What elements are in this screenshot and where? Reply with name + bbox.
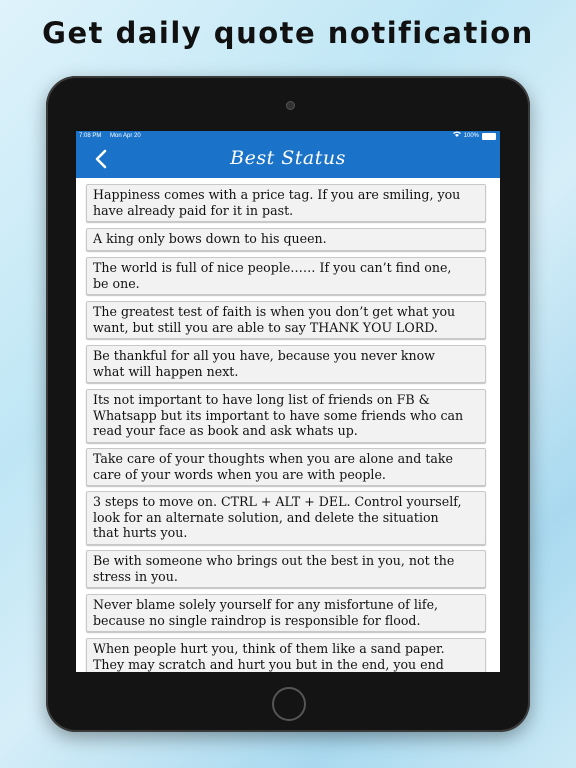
quote-card[interactable]: 3 steps to move on. CTRL + ALT + DEL. Control yourself, look for an alternate solution, and delete the situation that hurts you. <box>86 491 486 545</box>
quote-card[interactable]: Never blame solely yourself for any misfortune of life, because no single raindrop is responsible for flood. <box>86 594 486 632</box>
app-screen <box>76 131 500 672</box>
quote-card[interactable]: Be with someone who brings out the best in you, not the stress in you. <box>86 550 486 588</box>
status-time: 7:08 PM <box>79 133 102 139</box>
battery-percent: 100% <box>463 133 479 139</box>
tablet-frame <box>46 76 530 732</box>
status-bar <box>76 131 500 141</box>
quote-card[interactable]: Take care of your thoughts when you are alone and take care of your words when you are with people. <box>86 448 486 486</box>
camera-icon <box>286 101 295 110</box>
battery-icon <box>482 133 496 140</box>
quote-card[interactable]: When people hurt you, think of them like a sand paper. They may scratch and hurt you but in the end, you end <box>86 638 486 672</box>
status-date: Mon Apr 20 <box>110 133 141 139</box>
page-title: Best Status <box>230 147 346 169</box>
quote-card[interactable]: Its not important to have long list of friends on FB & Whatsapp but its important to have some friends who can read your face as book and ask whats up. <box>86 389 486 443</box>
quote-list[interactable] <box>76 178 500 672</box>
quote-card[interactable]: Be thankful for all you have, because you never know what will happen next. <box>86 345 486 383</box>
nav-bar <box>76 141 500 178</box>
home-button[interactable] <box>272 687 306 721</box>
quote-card[interactable]: Happiness comes with a price tag. If you are smiling, you have already paid for it in past. <box>86 184 486 222</box>
status-right <box>453 131 496 141</box>
promo-headline: Get daily quote notification <box>42 16 534 50</box>
wifi-icon <box>453 131 461 141</box>
quote-card[interactable]: The world is full of nice people…… If you can’t find one, be one. <box>86 257 486 295</box>
quote-card[interactable]: A king only bows down to his queen. <box>86 228 486 251</box>
quote-card[interactable]: The greatest test of faith is when you don’t get what you want, but still you are able to say THANK YOU LORD. <box>86 301 486 339</box>
